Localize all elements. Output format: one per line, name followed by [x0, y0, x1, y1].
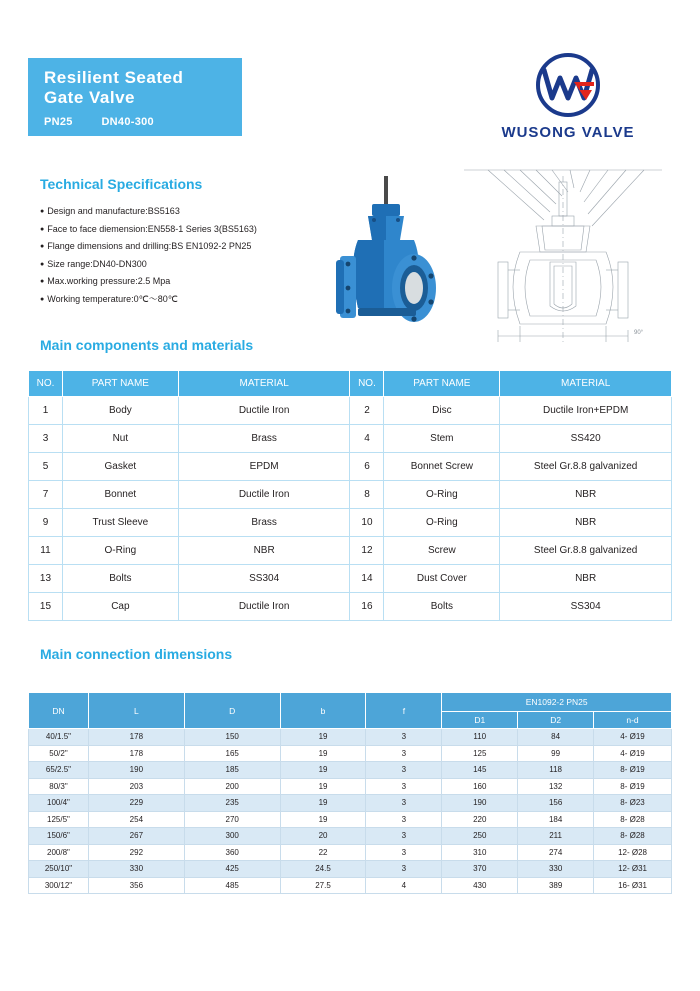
cell: 200/8" — [29, 844, 89, 861]
cell: 3 — [366, 745, 442, 762]
col-header-d2: D2 — [518, 712, 594, 729]
cell: 4- Ø19 — [594, 729, 672, 746]
cell: SS304 — [178, 565, 350, 593]
table-row — [29, 877, 672, 894]
cell: Gasket — [62, 453, 178, 481]
col-header-d1: D1 — [442, 712, 518, 729]
cell: Ductile Iron — [178, 593, 350, 621]
cell: 19 — [280, 762, 366, 779]
cell: 8 — [350, 481, 384, 509]
cell: Bolts — [62, 565, 178, 593]
cell: 156 — [518, 795, 594, 812]
cell: 430 — [442, 877, 518, 894]
cell: 190 — [442, 795, 518, 812]
cell: 7 — [29, 481, 63, 509]
technical-specifications-heading: Technical Specifications — [40, 176, 203, 192]
cell: 220 — [442, 811, 518, 828]
col-header-partname-right: PART NAME — [384, 371, 500, 397]
spec-item: ● Face to face diemension:EN558-1 Series 3(BS5163) — [40, 221, 340, 239]
cell: 300 — [184, 828, 280, 845]
table-row — [29, 778, 672, 795]
col-header-partname-left: PART NAME — [62, 371, 178, 397]
dimensions-heading: Main connection dimensions — [40, 646, 233, 662]
cell: 360 — [184, 844, 280, 861]
cell: NBR — [500, 509, 672, 537]
cell: NBR — [178, 537, 350, 565]
brand-logo — [478, 52, 658, 141]
cell: O-Ring — [384, 481, 500, 509]
cell: 125/5" — [29, 811, 89, 828]
cell: Ductile Iron — [178, 397, 350, 425]
cell: Screw — [384, 537, 500, 565]
cell: 99 — [518, 745, 594, 762]
col-header-l: L — [88, 693, 184, 729]
cell: 16- Ø31 — [594, 877, 672, 894]
cell: 165 — [184, 745, 280, 762]
cell: 12- Ø28 — [594, 844, 672, 861]
cell: 14 — [350, 565, 384, 593]
cell: 200 — [184, 778, 280, 795]
cell: 3 — [366, 778, 442, 795]
col-header-no-left: NO. — [29, 371, 63, 397]
cell: 2 — [350, 397, 384, 425]
col-header-no-right: NO. — [350, 371, 384, 397]
cell: 370 — [442, 861, 518, 878]
cell: Nut — [62, 425, 178, 453]
cell: 274 — [518, 844, 594, 861]
cell: Dust Cover — [384, 565, 500, 593]
cell: 65/2.5" — [29, 762, 89, 779]
product-photo — [318, 168, 458, 346]
col-header-b: b — [280, 693, 366, 729]
cell: 178 — [88, 729, 184, 746]
size-range: DN40-300 — [101, 116, 154, 128]
cell: 19 — [280, 795, 366, 812]
cell: 8- Ø19 — [594, 762, 672, 779]
cell: 3 — [366, 795, 442, 812]
spec-item: ● Max.working pressure:2.5 Mpa — [40, 273, 340, 291]
table-row — [29, 453, 672, 481]
col-header-dn: DN — [29, 693, 89, 729]
col-header-nd: n-d — [594, 712, 672, 729]
cell: Trust Sleeve — [62, 509, 178, 537]
cell: 203 — [88, 778, 184, 795]
cell: 184 — [518, 811, 594, 828]
cell: 3 — [366, 828, 442, 845]
cell: 84 — [518, 729, 594, 746]
cell: SS304 — [500, 593, 672, 621]
cell: 178 — [88, 745, 184, 762]
technical-drawing — [458, 166, 668, 348]
cell: 4 — [350, 425, 384, 453]
cell: 27.5 — [280, 877, 366, 894]
cell: Stem — [384, 425, 500, 453]
cell: 50/2" — [29, 745, 89, 762]
cell: Ductile Iron — [178, 481, 350, 509]
cell: 330 — [88, 861, 184, 878]
cell: 235 — [184, 795, 280, 812]
spec-item: ● Flange dimensions and drilling:BS EN1092-2 PN25 — [40, 238, 340, 256]
cell: O-Ring — [62, 537, 178, 565]
cell: 13 — [29, 565, 63, 593]
cell: Brass — [178, 509, 350, 537]
product-rating — [44, 116, 242, 128]
cell: 389 — [518, 877, 594, 894]
cell: 310 — [442, 844, 518, 861]
cell: Brass — [178, 425, 350, 453]
table-row — [29, 509, 672, 537]
product-title-line2: Gate Valve — [44, 88, 136, 107]
cell: 190 — [88, 762, 184, 779]
cell: 19 — [280, 811, 366, 828]
cell: 132 — [518, 778, 594, 795]
components-table — [28, 370, 672, 621]
cell: 292 — [88, 844, 184, 861]
cell: 6 — [350, 453, 384, 481]
cell: Cap — [62, 593, 178, 621]
cell: 19 — [280, 729, 366, 746]
cell: 8- Ø28 — [594, 811, 672, 828]
cell: Bonnet Screw — [384, 453, 500, 481]
cell: 356 — [88, 877, 184, 894]
cell: 160 — [442, 778, 518, 795]
cell: 145 — [442, 762, 518, 779]
cell: 8- Ø23 — [594, 795, 672, 812]
technical-specifications-list — [40, 203, 340, 308]
cell: 100/4" — [29, 795, 89, 812]
cell: 12 — [350, 537, 384, 565]
cell: 150/6" — [29, 828, 89, 845]
cell: 485 — [184, 877, 280, 894]
spec-item: ● Size range:DN40-DN300 — [40, 256, 340, 274]
cell: NBR — [500, 481, 672, 509]
cell: EPDM — [178, 453, 350, 481]
cell: 254 — [88, 811, 184, 828]
cell: 185 — [184, 762, 280, 779]
cell: 9 — [29, 509, 63, 537]
cell: O-Ring — [384, 509, 500, 537]
table-row — [29, 861, 672, 878]
cell: 250 — [442, 828, 518, 845]
table-row — [29, 729, 672, 746]
pressure-rating: PN25 — [44, 116, 73, 128]
cell: 5 — [29, 453, 63, 481]
table-row — [29, 762, 672, 779]
cell: 425 — [184, 861, 280, 878]
table-row — [29, 537, 672, 565]
cell: 3 — [29, 425, 63, 453]
cell: 11 — [29, 537, 63, 565]
cell: 19 — [280, 778, 366, 795]
cell: 211 — [518, 828, 594, 845]
cell: 80/3" — [29, 778, 89, 795]
cell: SS420 — [500, 425, 672, 453]
cell: 24.5 — [280, 861, 366, 878]
col-header-d: D — [184, 693, 280, 729]
cell: 15 — [29, 593, 63, 621]
product-title-line1: Resilient Seated — [44, 68, 184, 87]
cell: 250/10" — [29, 861, 89, 878]
cell: Bonnet — [62, 481, 178, 509]
cell: Bolts — [384, 593, 500, 621]
cell: 3 — [366, 729, 442, 746]
cell: 270 — [184, 811, 280, 828]
cell: 110 — [442, 729, 518, 746]
table-row — [29, 397, 672, 425]
table-row — [29, 481, 672, 509]
cell: 20 — [280, 828, 366, 845]
cell: Ductile Iron+EPDM — [500, 397, 672, 425]
cell: 22 — [280, 844, 366, 861]
col-header-material-right: MATERIAL — [500, 371, 672, 397]
table-row — [29, 811, 672, 828]
cell: 3 — [366, 861, 442, 878]
spec-item: ● Design and manufacture:BS5163 — [40, 203, 340, 221]
cell: 330 — [518, 861, 594, 878]
cell: 1 — [29, 397, 63, 425]
cell: Steel Gr.8.8 galvanized — [500, 453, 672, 481]
cell: 229 — [88, 795, 184, 812]
cell: 8- Ø19 — [594, 778, 672, 795]
svg-text:90°: 90° — [634, 330, 644, 336]
cell: 4 — [366, 877, 442, 894]
cell: 118 — [518, 762, 594, 779]
cell: 12- Ø31 — [594, 861, 672, 878]
wusong-logo-icon — [516, 52, 620, 118]
cell: 267 — [88, 828, 184, 845]
table-row — [29, 745, 672, 762]
table-row — [29, 425, 672, 453]
title-block — [28, 58, 242, 136]
cell: 150 — [184, 729, 280, 746]
col-header-f: f — [366, 693, 442, 729]
cell: 16 — [350, 593, 384, 621]
col-header-standard-group: EN1092-2 PN25 — [442, 693, 672, 712]
components-heading: Main components and materials — [40, 337, 254, 353]
brand-name: WUSONG VALVE — [501, 124, 635, 141]
table-row — [29, 593, 672, 621]
cell: 4- Ø19 — [594, 745, 672, 762]
cell: 3 — [366, 762, 442, 779]
cell: 300/12" — [29, 877, 89, 894]
spec-item: ● Working temperature:0℃～80℃ — [40, 291, 340, 309]
table-row — [29, 565, 672, 593]
cell: 40/1.5" — [29, 729, 89, 746]
cell: 8- Ø28 — [594, 828, 672, 845]
table-row — [29, 828, 672, 845]
col-header-material-left: MATERIAL — [178, 371, 350, 397]
cell: 10 — [350, 509, 384, 537]
cell: 19 — [280, 745, 366, 762]
cell: NBR — [500, 565, 672, 593]
cell: Steel Gr.8.8 galvanized — [500, 537, 672, 565]
dimensions-table — [28, 692, 672, 894]
table-header-row — [29, 371, 672, 397]
table-row — [29, 795, 672, 812]
table-row — [29, 844, 672, 861]
cell: 3 — [366, 844, 442, 861]
cell: 125 — [442, 745, 518, 762]
cell: Disc — [384, 397, 500, 425]
cell: Body — [62, 397, 178, 425]
table-header-row-top — [29, 693, 672, 712]
cell: 3 — [366, 811, 442, 828]
